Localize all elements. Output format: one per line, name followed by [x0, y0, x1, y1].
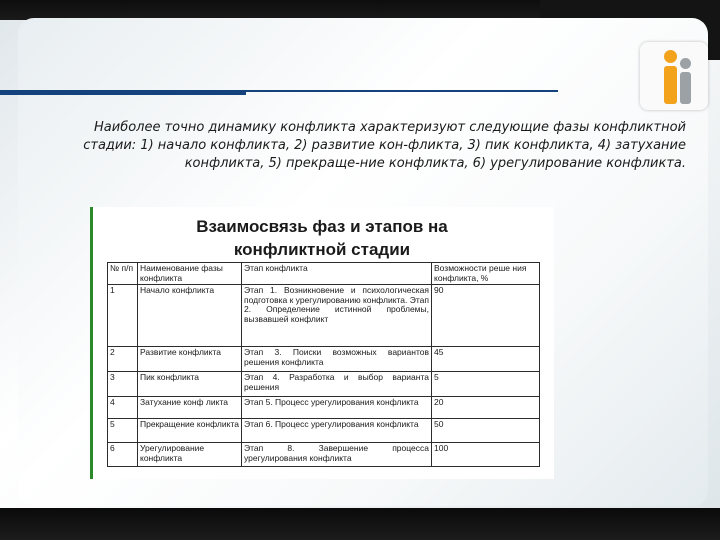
document-title [90, 215, 554, 261]
row-stage: Этап 3. Поиски возможных вариантов решения конфликта [242, 347, 432, 372]
intro-paragraph: Наиболее точно динамику конфликта характеризуют следующие фазы конфликтной стадии: 1) начало конфликта, 2) развитие кон-фликта, 3) пик конфликта, 4) затухание конфликта, 5) прекраще-ние конфликта, 6) урегулирование конфликта. [83, 120, 686, 171]
table-row [108, 419, 540, 443]
row-phase-name: Урегулирование конфликта [138, 443, 242, 467]
header-possibility: Возможности реше ния конфликта, % [432, 263, 540, 285]
logo-gray-body [680, 72, 691, 104]
document-title-line-1: Взаимосвязь фаз и этапов на [196, 217, 448, 236]
table-row [108, 347, 540, 372]
row-num: 2 [108, 347, 138, 372]
row-phase-name: Затухание конф ликта [138, 397, 242, 419]
row-stage: Этап 4. Разработка и выбор варианта решения [242, 372, 432, 397]
logo-orange-body [664, 66, 677, 104]
row-num: 6 [108, 443, 138, 467]
table-row [108, 285, 540, 347]
logo-gray-head [680, 58, 691, 69]
info-person-logo-icon [640, 42, 708, 110]
row-num: 3 [108, 372, 138, 397]
bottom-frame-band [0, 508, 720, 540]
row-phase-name: Пик конфликта [138, 372, 242, 397]
row-num: 5 [108, 419, 138, 443]
header-num: № п/п [108, 263, 138, 285]
phases-table [107, 262, 540, 467]
row-possibility: 50 [432, 419, 540, 443]
header-stage: Этап конфликта [242, 263, 432, 285]
table-row [108, 443, 540, 467]
row-num: 1 [108, 285, 138, 347]
row-stage: Этап 6. Процесс урегулирования конфликта [242, 419, 432, 443]
header-rule-thick [0, 90, 246, 95]
row-possibility: 90 [432, 285, 540, 347]
row-phase-name: Прекращение конфликта [138, 419, 242, 443]
header-name: Наименование фазы конфликта [138, 263, 242, 285]
row-possibility: 100 [432, 443, 540, 467]
document-title-line-2: конфликтной стадии [233, 240, 411, 259]
row-possibility: 20 [432, 397, 540, 419]
row-possibility: 45 [432, 347, 540, 372]
table-row [108, 397, 540, 419]
scanned-document [90, 207, 554, 479]
row-num: 4 [108, 397, 138, 419]
row-stage: Этап 5. Процесс урегулирования конфликта [242, 397, 432, 419]
logo-orange-head [664, 50, 677, 63]
header-rule-thin [246, 90, 558, 92]
row-possibility: 5 [432, 372, 540, 397]
row-stage: Этап 8. Завершение процесса урегулирования конфликта [242, 443, 432, 467]
table-row [108, 372, 540, 397]
row-phase-name: Начало конфликта [138, 285, 242, 347]
row-phase-name: Развитие конфликта [138, 347, 242, 372]
table-header-row [108, 263, 540, 285]
row-stage: Этап 1. Возникновение и психологическая подготовка к урегулированию конфликта. Этап 2. Определение истинной проблемы, вызвавшей конфликт [242, 285, 432, 347]
